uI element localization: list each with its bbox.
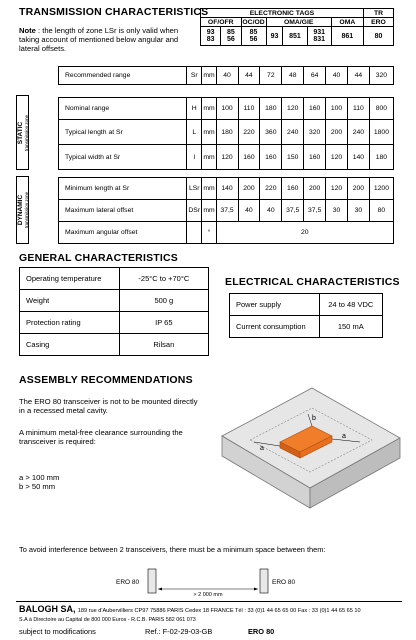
- footer-ref: Ref.: F-02-29-03-GB: [145, 627, 213, 636]
- range-symbol: Sr: [187, 67, 202, 85]
- row-value: 37,5: [304, 200, 326, 222]
- spacing-diagram: [110, 567, 306, 597]
- table-row: [59, 120, 394, 145]
- row-label: Maximum lateral offset: [59, 200, 187, 222]
- row-value: 30: [326, 200, 348, 222]
- transmission-title: TRANSMISSION CHARACTERISTICS: [19, 6, 209, 18]
- tag-code: 80: [363, 27, 393, 46]
- table-row: [59, 145, 394, 170]
- recommended-range-table: [58, 66, 394, 85]
- static-subtitle: transmission zone: [23, 114, 29, 151]
- row-label: Typical length at Sr: [59, 120, 187, 145]
- tag-col-of-ofr: OF/OFR: [201, 18, 242, 27]
- row-symbol: l: [187, 145, 202, 170]
- row-value: 100: [216, 98, 238, 120]
- row-value: 120: [326, 145, 348, 170]
- row-value: 120: [216, 145, 238, 170]
- row-value: 160: [282, 178, 304, 200]
- mounting-diagram: [208, 384, 404, 514]
- row-value: 1200: [369, 178, 393, 200]
- dim-a-label: a: [260, 445, 264, 452]
- gap-arrow-left: [158, 588, 162, 591]
- assembly-rule-a: a > 100 mm: [19, 473, 60, 482]
- row-unit: mm: [202, 120, 216, 145]
- tag-code: 861: [331, 27, 363, 46]
- row-unit: mm: [202, 178, 216, 200]
- dynamic-subtitle: transmission zone: [23, 191, 29, 229]
- gap-arrow-right: [254, 588, 258, 591]
- general-value: Rilsan: [119, 334, 208, 356]
- row-value: 120: [326, 178, 348, 200]
- tag-col-oma: OMA: [331, 18, 363, 27]
- transceiver-1: [148, 569, 156, 593]
- tag-col-oc-od: OC/OD: [242, 18, 265, 26]
- tags-group-tr: TR: [363, 9, 393, 18]
- row-unit: mm: [202, 98, 216, 120]
- footer-subject: subject to modifications: [19, 627, 96, 636]
- row-value: 110: [347, 98, 369, 120]
- row-value: 160: [304, 98, 326, 120]
- general-value: -25°C to +70°C: [119, 268, 208, 290]
- row-label: Nominal range: [59, 98, 187, 120]
- transceiver-2-label: ERO 80: [272, 579, 296, 586]
- row-symbol: DSr: [187, 200, 202, 222]
- range-value: 44: [347, 67, 369, 85]
- row-value: 40: [260, 200, 282, 222]
- range-value: 64: [304, 67, 326, 85]
- assembly-para-2: A minimum metal-free clearance surrounding the transceiver is required:: [19, 428, 183, 446]
- note-text: : the length of zone LSr is only valid when taking account of mentioned below angular and lateral offsets.: [19, 26, 179, 53]
- row-value: 160: [238, 145, 260, 170]
- general-value: 500 g: [119, 290, 208, 312]
- row-value: 200: [304, 178, 326, 200]
- row-unit: mm: [202, 200, 216, 222]
- range-value: 48: [282, 67, 304, 85]
- dynamic-title: DYNAMIC: [16, 194, 24, 226]
- row-unit: °: [202, 222, 216, 244]
- row-value: 150: [282, 145, 304, 170]
- company-name: BALOGH SA,: [19, 604, 76, 614]
- assembly-rule-b: b > 50 mm: [19, 482, 56, 491]
- table-row: [230, 316, 383, 338]
- row-symbol: H: [187, 98, 202, 120]
- row-value: 160: [260, 145, 282, 170]
- row-symbol: LSr: [187, 178, 202, 200]
- table-row: [59, 178, 394, 200]
- dynamic-zone-label: [16, 176, 29, 244]
- transceiver-2: [260, 569, 268, 593]
- electrical-label: Power supply: [230, 294, 320, 316]
- general-table: [19, 267, 209, 356]
- row-value: 80: [369, 200, 393, 222]
- tag-code: 931 831: [307, 27, 331, 46]
- tag-code: 93 83: [201, 27, 221, 46]
- table-row: [59, 222, 394, 244]
- tags-table: [200, 8, 394, 46]
- row-value: 160: [304, 145, 326, 170]
- tag-col-oma-gie: OMA/GIE: [266, 18, 331, 27]
- range-value: 320: [369, 67, 393, 85]
- electrical-value: 150 mA: [319, 316, 382, 338]
- row-unit: mm: [202, 145, 216, 170]
- tag-code: 85 56: [221, 27, 241, 46]
- row-value: 800: [369, 98, 393, 120]
- dynamic-table: [58, 177, 394, 244]
- tag-col-ero: ERO: [363, 18, 393, 27]
- row-value: 120: [282, 98, 304, 120]
- row-symbol: L: [187, 120, 202, 145]
- row-value: 220: [238, 120, 260, 145]
- static-title: STATIC: [16, 121, 24, 144]
- table-row: [59, 67, 394, 85]
- table-row: [20, 334, 209, 356]
- tag-code: 851: [283, 27, 307, 46]
- footer-divider: [16, 601, 402, 602]
- dim-b-label: b: [312, 415, 316, 422]
- footer-product: ERO 80: [248, 627, 275, 636]
- row-value: 360: [260, 120, 282, 145]
- transceiver-1-label: ERO 80: [116, 579, 140, 586]
- range-value: 40: [216, 67, 238, 85]
- table-row: [20, 268, 209, 290]
- range-value: 44: [238, 67, 260, 85]
- row-value: 37,5: [282, 200, 304, 222]
- general-label: Operating temperature: [20, 268, 120, 290]
- range-value: 40: [326, 67, 348, 85]
- general-label: Weight: [20, 290, 120, 312]
- row-value: 20: [216, 222, 393, 244]
- table-row: [59, 98, 394, 120]
- tag-code: 85 56: [241, 27, 266, 46]
- row-value: 140: [347, 145, 369, 170]
- transmission-note: [19, 26, 195, 53]
- row-value: 200: [326, 120, 348, 145]
- general-label: Protection rating: [20, 312, 120, 334]
- row-symbol: [187, 222, 202, 244]
- interference-text: To avoid interference between 2 transceivers, there must be a minimum space between them:: [19, 545, 326, 554]
- row-value: 140: [216, 178, 238, 200]
- row-value: 180: [369, 145, 393, 170]
- assembly-title: ASSEMBLY RECOMMENDATIONS: [19, 374, 193, 386]
- table-row: [20, 312, 209, 334]
- row-value: 240: [282, 120, 304, 145]
- dim-a-label-2: a: [342, 433, 346, 440]
- electrical-value: 24 to 48 VDC: [319, 294, 382, 316]
- row-value: 1800: [369, 120, 393, 145]
- table-row: [230, 294, 383, 316]
- row-value: 320: [304, 120, 326, 145]
- note-label: Note: [19, 26, 36, 35]
- row-value: 200: [347, 178, 369, 200]
- tags-group-electronic: ELECTRONIC TAGS: [201, 9, 364, 18]
- static-zone-label: [16, 95, 29, 170]
- row-label: Maximum angular offset: [59, 222, 187, 244]
- row-value: 37,5: [216, 200, 238, 222]
- general-label: Casing: [20, 334, 120, 356]
- general-value: IP 65: [119, 312, 208, 334]
- footer-address-line: [19, 604, 361, 614]
- row-value: 180: [216, 120, 238, 145]
- row-value: 200: [238, 178, 260, 200]
- range-value: 72: [260, 67, 282, 85]
- company-address: 189 rue d'Aubervilliers CP97 75886 PARIS Cedex 18 FRANCE Tél : 33 (0)1 44 65 65 00 Fax : 33 (0)1 44 65 65 10: [77, 608, 361, 614]
- row-value: 220: [260, 178, 282, 200]
- tag-code: 93: [266, 27, 283, 46]
- row-value: 100: [326, 98, 348, 120]
- row-label: Typical width at Sr: [59, 145, 187, 170]
- electrical-table: [229, 293, 383, 338]
- row-value: 40: [238, 200, 260, 222]
- row-value: 110: [238, 98, 260, 120]
- electrical-title: ELECTRICAL CHARACTERISTICS: [225, 276, 400, 288]
- general-title: GENERAL CHARACTERISTICS: [19, 252, 178, 264]
- table-row: [20, 290, 209, 312]
- row-value: 180: [260, 98, 282, 120]
- row-value: 30: [347, 200, 369, 222]
- static-table: [58, 97, 394, 170]
- range-label: Recommended range: [59, 67, 187, 85]
- gap-label: > 2 000 mm: [193, 592, 223, 597]
- assembly-para-1: The ERO 80 transceiver is not to be mounted directly in a recessed metal cavity.: [19, 397, 198, 415]
- row-value: 240: [347, 120, 369, 145]
- row-label: Minimum length at Sr: [59, 178, 187, 200]
- company-legal: S.A à Directoire au Capital de 800 000 Euros - R.C.B. PARIS 582 061 073: [19, 617, 196, 623]
- range-unit: mm: [202, 67, 216, 85]
- electrical-label: Current consumption: [230, 316, 320, 338]
- table-row: [59, 200, 394, 222]
